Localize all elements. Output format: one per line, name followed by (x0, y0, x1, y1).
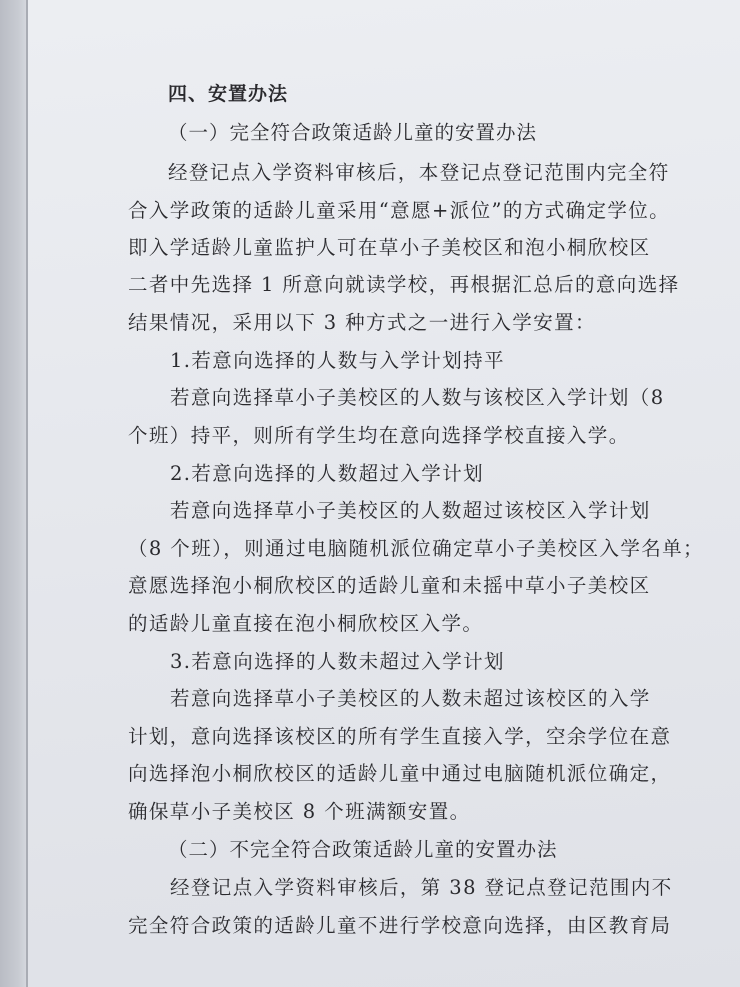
item2-body-line: （8 个班），则通过电脑随机派位确定草小子美校区入学名单； (128, 537, 704, 560)
item3-body-line: 向选择泡小桐欣校区的适龄儿童中通过电脑随机派位确定， (128, 762, 672, 785)
item2-body-line: 意愿选择泡小桐欣校区的适龄儿童和未摇中草小子美校区 (128, 574, 651, 597)
para2-line: 经登记点入学资料审核后，第 38 登记点登记范围内不 (170, 876, 673, 899)
item1-body-line: 若意向选择草小子美校区的人数与该校区入学计划（8 (170, 386, 665, 409)
item2-title: 2.若意向选择的人数超过入学计划 (170, 462, 485, 485)
section2-title: （二）不完全符合政策适龄儿童的安置办法 (168, 838, 558, 861)
item1-title: 1.若意向选择的人数与入学计划持平 (170, 349, 505, 372)
para2-line: 完全符合政策的适龄儿童不进行学校意向选择，由区教育局 (128, 914, 672, 937)
item1-body-line: 个班）持平，则所有学生均在意向选择学校直接入学。 (128, 424, 630, 447)
para1-line: 结果情况，采用以下 3 种方式之一进行入学安置： (128, 311, 596, 334)
section1-title: （一）完全符合政策适龄儿童的安置办法 (168, 121, 538, 144)
para1-line: 即入学适龄儿童监护人可在草小子美校区和泡小桐欣校区 (128, 236, 651, 259)
item3-body-line: 若意向选择草小子美校区的人数未超过该校区的入学 (170, 687, 651, 710)
para1-line: 二者中先选择 1 所意向就读学校，再根据汇总后的意向选择 (128, 273, 680, 296)
item3-body-line: 确保草小子美校区 8 个班满额安置。 (128, 800, 471, 823)
section-heading: 四、安置办法 (168, 83, 289, 105)
item3-title: 3.若意向选择的人数未超过入学计划 (170, 650, 505, 673)
item2-body-line: 的适龄儿童直接在泡小桐欣校区入学。 (128, 612, 484, 635)
para1-line: 经登记点入学资料审核后，本登记点登记范围内完全符 (168, 161, 670, 184)
para1-line: 合入学政策的适龄儿童采用“意愿+派位”的方式确定学位。 (128, 199, 671, 222)
item2-body-line: 若意向选择草小子美校区的人数超过该校区入学计划 (170, 499, 651, 522)
item3-body-line: 计划，意向选择该校区的所有学生直接入学，空余学位在意 (128, 725, 672, 748)
